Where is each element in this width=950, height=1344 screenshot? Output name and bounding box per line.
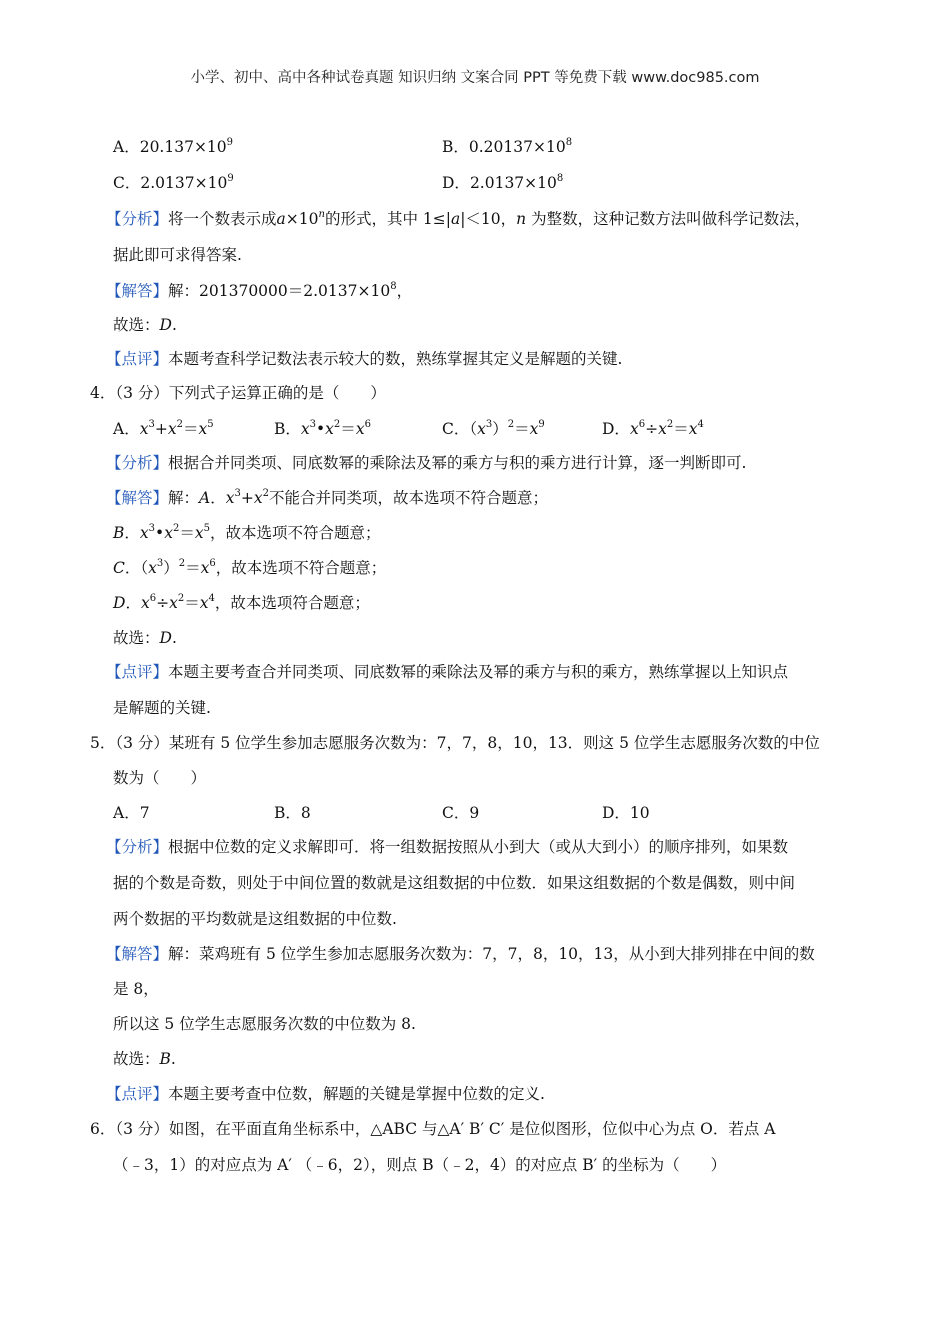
q4-answer-b: B．$x^3•x^2=x^5$，故本选项不符合题意； [113, 522, 381, 542]
q5-option-c: C．9 [442, 804, 480, 822]
q5-option-b: B．8 [274, 804, 311, 822]
q5-analysis-line2: 据的个数是奇数，则处于中间位置的数就是这组数据的中位数．如果这组数据的个数是偶数，则中间 [113, 874, 796, 892]
q3-analysis-line2: 据此即可求得答案. [113, 246, 242, 264]
q4-option-c: C．$(x^3)^2=x^9$ [442, 418, 545, 438]
q4-choose: 故选：D. [113, 629, 177, 647]
q5-answer: 【解答】解：菜鸡班有 5 位学生参加志愿服务次数为：7，7，8，10，13，从小到大排列排在中间的数 [106, 945, 815, 963]
q5-option-a: A．7 [113, 804, 150, 822]
q4-analysis: 【分析】根据合并同类项、同底数幂的乘除法及幂的乘方与积的乘方进行计算，逐一判断即可. [106, 454, 747, 472]
page-header: 小学、初中、高中各种试卷真题 知识归纳 文案合同 PPT 等免费下载 www.doc985.com [190, 70, 760, 86]
q4-option-a: A．$x^3+x^2=x^5$ [113, 418, 214, 438]
q3-option-c: C．$2.0137\times 10^9$ [113, 172, 234, 192]
q3-choose: 故选：D. [113, 316, 177, 334]
q5-review: 【点评】本题主要考查中位数，解题的关键是掌握中位数的定义. [106, 1085, 545, 1103]
q3-option-d: D．$2.0137\times 10^8$ [442, 172, 564, 192]
q5-answer-line2: 是 8， [113, 980, 159, 998]
q4-stem: 4．（3 分）下列式子运算正确的是（ ） [90, 384, 386, 402]
q3-option-b: B．$0.20137\times 10^8$ [442, 136, 573, 156]
q6-stem-line2: （﹣3，1）的对应点为 A′ （﹣6，2），则点 B（﹣2，4）的对应点 B′ 的坐标为（ ） [113, 1156, 727, 1174]
q3-analysis: 【分析】将一个数表示成$a\times 10^n$的形式，其中 1≤|a|＜10，n 为整数，这种记数方法叫做科学记数法， [106, 208, 811, 228]
q5-answer-line3: 所以这 5 位学生志愿服务次数的中位数为 8. [113, 1015, 416, 1033]
q5-analysis-line3: 两个数据的平均数就是这组数据的中位数. [113, 910, 397, 928]
q5-choose: 故选：B. [113, 1050, 176, 1068]
q3-review: 【点评】本题考查科学记数法表示较大的数，熟练掌握其定义是解题的关键. [106, 350, 623, 368]
q4-answer-c: C．$(x^3)^2=x^6$，故本选项不符合题意； [113, 557, 387, 577]
q5-analysis: 【分析】根据中位数的定义求解即可．将一组数据按照从小到大（或从大到小）的顺序排列，如果数 [106, 838, 789, 856]
q3-answer: 【解答】解：$201370000=2.0137\times 10^8$， [106, 280, 413, 300]
q4-review-line2: 是解题的关键. [113, 699, 211, 717]
q4-answer: 【解答】解：A．$x^3+x^2$不能合并同类项，故本选项不符合题意； [106, 487, 549, 507]
q4-review: 【点评】本题主要考查合并同类项、同底数幂的乘除法及幂的乘方与积的乘方，熟练掌握以上知识点 [106, 663, 789, 681]
q4-option-b: B．$x^3•x^2=x^6$ [274, 418, 371, 438]
q5-option-d: D．10 [602, 804, 650, 822]
q5-stem: 5．（3 分）某班有 5 位学生参加志愿服务次数为：7，7，8，10，13．则这 5 位学生志愿服务次数的中位 [90, 734, 820, 752]
q6-stem: 6．（3 分）如图，在平面直角坐标系中，△ABC 与△A′ B′ C′ 是位似图形，位似中心为点 O．若点 A [90, 1120, 776, 1138]
q3-option-a: A．$20.137\times 10^9$ [113, 136, 234, 156]
q4-option-d: D．$x^6\div x^2=x^4$ [602, 418, 704, 438]
q5-stem-line2: 数为（ ） [113, 769, 207, 787]
q4-answer-d: D．$x^6\div x^2=x^4$，故本选项符合题意； [113, 592, 370, 612]
